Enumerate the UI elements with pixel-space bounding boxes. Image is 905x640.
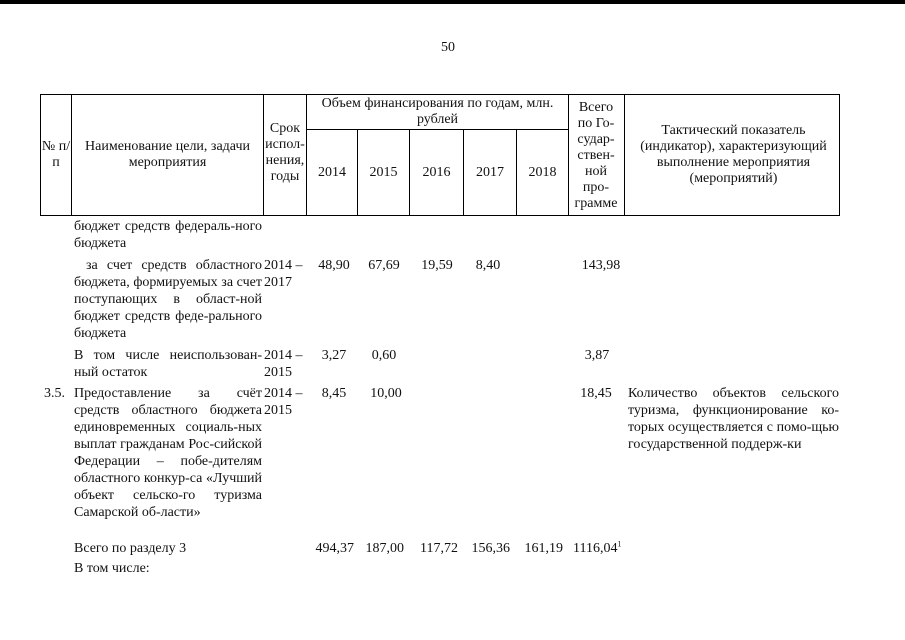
row2-term: 2014 – 2015 bbox=[264, 348, 303, 380]
header-num: № п/п bbox=[41, 139, 71, 170]
row4-name: Всего по разделу 3 bbox=[74, 541, 187, 556]
row3-name: Предоставление за счёт средств областного бюджета единовременных социаль-ных выплат гражданам Рос-сийской Федерации – побе-дителям областного конкур-са «Лучший объект сельско-го туризма Самарской об-ласти» bbox=[74, 386, 262, 520]
row4-2016: 117,72 bbox=[420, 541, 458, 556]
row4-2014: 494,37 bbox=[315, 541, 354, 556]
table-header bbox=[40, 94, 840, 216]
row3-num: 3.5. bbox=[44, 386, 65, 401]
header-term: Срок испол-нения, годы bbox=[265, 121, 305, 184]
row3-total: 18,45 bbox=[580, 386, 612, 401]
row4-total-footnote: 1 bbox=[617, 539, 622, 549]
page-number: 50 bbox=[441, 40, 455, 55]
row0-name: бюджет средств федераль-ного бюджета bbox=[74, 219, 262, 251]
header-year-2016: 2016 bbox=[422, 164, 451, 180]
row1-term: 2014 – 2017 bbox=[264, 258, 303, 290]
row4-2015: 187,00 bbox=[365, 541, 404, 556]
row3-2015: 10,00 bbox=[370, 386, 402, 401]
row4-2018: 161,19 bbox=[524, 541, 563, 556]
row1-2015: 67,69 bbox=[368, 258, 400, 273]
header-year-2018: 2018 bbox=[528, 164, 557, 180]
row2-total: 3,87 bbox=[584, 348, 610, 363]
row1-name: за счет средств областного бюджета, формируемых за счет поступающих в област-ной бюджет средств феде-рального бюджета bbox=[74, 258, 262, 341]
top-border bbox=[0, 0, 905, 4]
row2-2015: 0,60 bbox=[371, 348, 397, 363]
header-year-2014: 2014 bbox=[318, 164, 346, 180]
header-total: Всего по Го-судар-ствен-ной про-грамме bbox=[574, 100, 618, 211]
row5-name: В том числе: bbox=[74, 561, 150, 576]
header-finance: Объем финансирования по годам, млн. рублей bbox=[321, 96, 554, 127]
row3-term: 2014 – 2015 bbox=[264, 386, 303, 418]
header-year-2015: 2015 bbox=[369, 164, 398, 180]
row3-2014: 8,45 bbox=[321, 386, 347, 401]
row2-2014: 3,27 bbox=[321, 348, 347, 363]
row4-total-value: 1116,04 bbox=[573, 541, 618, 556]
header-indicator: Тактический показатель (индикатор), характеризующий выполнение мероприятия (мероприятий) bbox=[640, 123, 827, 186]
header-name: Наименование цели, задачи мероприятия bbox=[85, 139, 250, 170]
row3-indicator: Количество объектов сельского туризма, функционирование ко-торых осуществляется с помо-щью государственной поддерж-ки bbox=[628, 386, 839, 452]
row1-2014: 48,90 bbox=[318, 258, 350, 273]
row1-2016: 19,59 bbox=[421, 258, 453, 273]
row4-total bbox=[573, 540, 633, 557]
row1-2017: 8,40 bbox=[475, 258, 501, 273]
row4-2017: 156,36 bbox=[471, 541, 510, 556]
row1-total: 143,98 bbox=[581, 258, 621, 273]
row2-name: В том числе неиспользован-ный остаток bbox=[74, 348, 262, 380]
header-year-2017: 2017 bbox=[476, 164, 504, 180]
